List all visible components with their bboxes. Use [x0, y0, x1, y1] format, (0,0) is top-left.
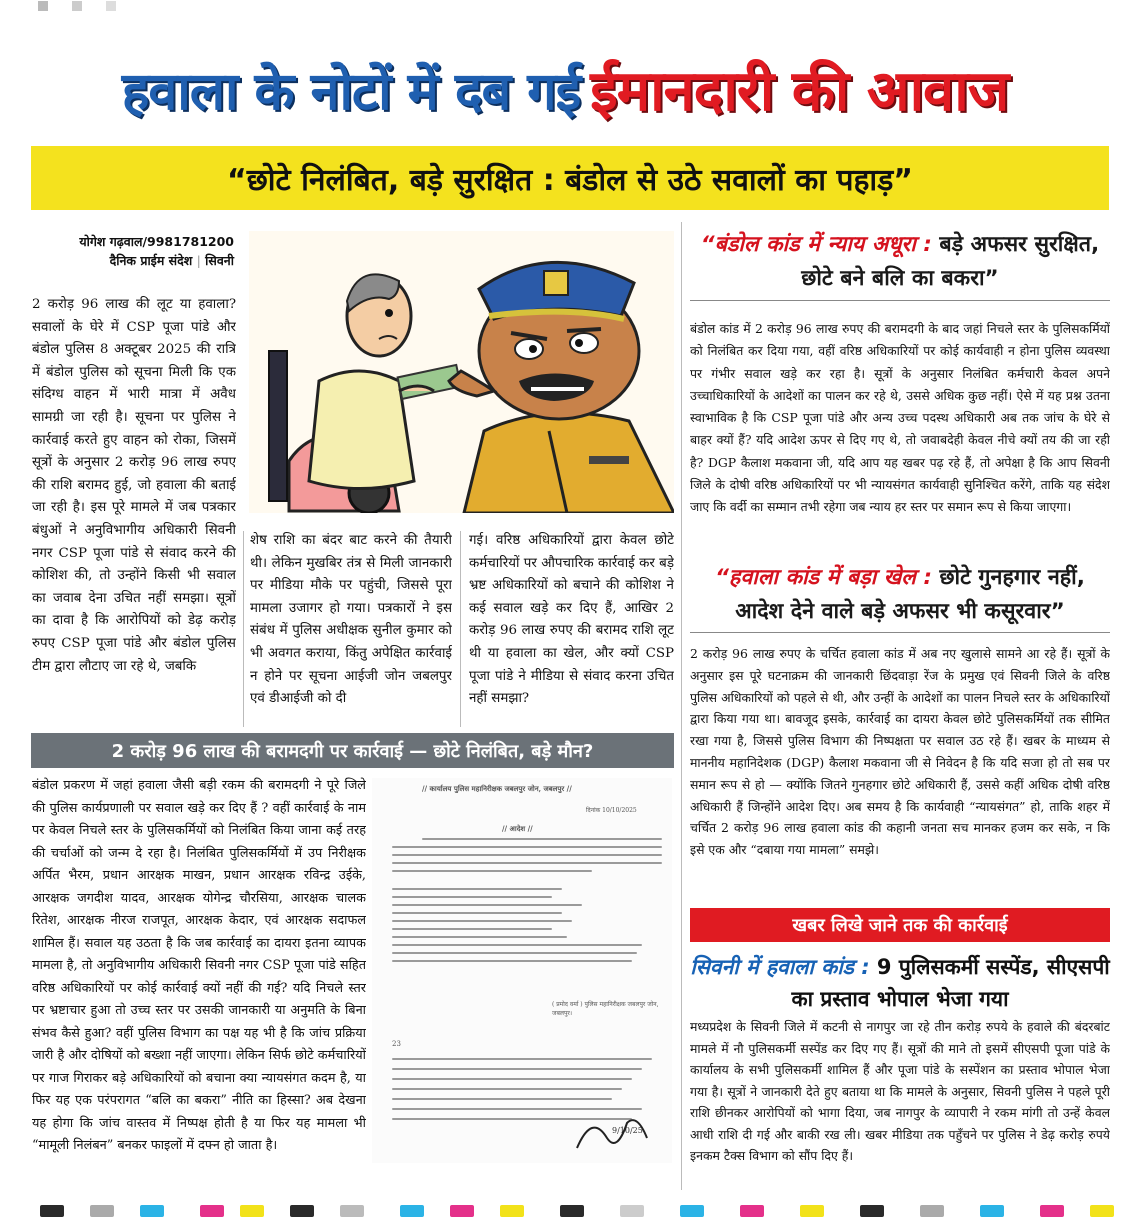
right-headline-1: [690, 228, 1110, 296]
right-headline-2-red: “हवाला कांड में बड़ा खेल :: [715, 565, 932, 590]
main-story-col1: 2 करोड़ 96 लाख की लूट या हवाला? सवालों के घेरे में CSP पूजा पांडे और बंडोल पुलिस 8 अक्टूबर 2025 की रात्रि में बंडोल पुलिस को सूचना मिली कि एक संदिग्ध वाहन में भारी मात्रा में अवैध सामग्री जा रही है। सूचना पर पुलिस ने कार्रवाई करते हुए वाहन को रोका, जिसमें सूत्रों के अनुसार 2 करोड़ 96 लाख रुपए की राशि बरामद हुई, जो हवाला की बताई जा रही है। इस पूरे मामले में जब पत्रकार बंधुओं ने अनुविभागीय अधिकारी सिवनी नगर CSP पूजा पांडे से संवाद करने की कोशिश की, तो उन्होंने किसी भी सवाल का जवाब देना उचित नहीं समझा। सूत्रों का दावा है कि आरोपियों को डेढ़ करोड़ रुपए CSP पूजा पांडे और बंडोल पुलिस टीम द्वारा लौटाए जा रहे थे, जबकि: [32, 297, 236, 674]
doc-signatory: ( प्रमोद वर्मा ) पुलिस महानिरीक्षक जबलपुर जोन, जबलपुर।: [552, 1001, 659, 1017]
right-headline-2: [690, 561, 1110, 629]
divider: [690, 300, 1110, 301]
right-headline-3-black: 9 पुलिसकर्मी सस्पेंड, सीएसपी का प्रस्ताव भोपाल भेजा गया: [791, 955, 1110, 1011]
subheadline-band: [31, 146, 1109, 210]
subheadline: “छोटे निलंबित, बड़े सुरक्षित : बंडोल से उठे सवालों का पहाड़”: [227, 162, 913, 198]
main-story-col3: गई। वरिष्ठ अधिकारियों द्वारा केवल छोटे कर्मचारियों पर औपचारिक कार्रवाई कर बड़े भ्रष्ट अधिकारियों को बचाने की कोशिश ने कई सवाल खड़े कर दिए हैं, आखिर 2 करोड़ 96 लाख रुपए की बरामद राशि लूट थी या हवाला का खेल, और क्यों CSP पूजा पांडे ने मीडिया से संवाद करना उचित नहीं समझा?: [469, 533, 674, 707]
column-rule: [243, 531, 244, 727]
right-headline-3-blue: सिवनी में हवाला कांड :: [690, 955, 870, 979]
main-headline: [20, 44, 1110, 134]
doc-header: // कार्यालय पुलिस महानिरीक्षक जबलपुर जोन, जबलपुर //: [422, 784, 572, 793]
main-story-col2: शेष राशि का बंदर बाट करने की तैयारी थी। लेकिन मुखबिर तंत्र से मिली जानकारी पर मीडिया मौके पर पहुंची, जिससे पूरा मामला उजागर हो गया। पत्रकारों ने इस संबंध में पुलिस अधीक्षक सुनील कुमार को भी अवगत कराया, किंतु अपेक्षित कार्रवाई न होने पर सूचना आईजी जोन जबलपुर एवं डीआईजी को दी: [250, 533, 452, 707]
byline: योगेश गढ़वाल/9981781200 दैनिक प्राईम संदेश | सिवनी: [54, 232, 234, 272]
doc-order-no: 23: [392, 1040, 401, 1048]
registration-strip-top: [0, 0, 1127, 14]
byline-paper: दैनिक प्राईम संदेश: [109, 253, 193, 268]
registration-strip-bottom: [0, 1198, 1127, 1220]
doc-order-title: // आदेश //: [502, 824, 533, 833]
doc-date: दिनांक 10/10/2025: [586, 807, 637, 814]
right-story-3-body: मध्यप्रदेश के सिवनी जिले में कटनी से नागपुर जा रहे तीन करोड़ रुपये के हवाले की बंदरबांट मामले में नौ पुलिसकर्मी सस्पेंड कर दिए गए हैं। सूत्रों की माने तो इसमें सीएसपी पूजा पांडे के कार्यालय के सभी पुलिसकर्मी शामिल हैं और पूजा पांडे के सस्पेंशन का प्रस्ताव भोपाल भेजा गया है। सूत्रों ने जानकारी देते हुए बताया था कि मामले के अनुसार, सिवनी पुलिस ने पहले पूरी राशि छीनकर आरोपियों को भागा दिया, जब नागपुर के व्यापारी ने रकम मांगी तो उन्हें केवल आधी राशि दी गई और बाकी रख ली। खबर मीडिया तक पहुँचने पर पुलिस ने डेढ़ करोड़ रुपये इनकम टैक्स विभाग को सौंप दिए हैं।: [690, 1019, 1110, 1163]
column-rule: [681, 222, 682, 1190]
right-headline-1-black: बड़े अफसर सुरक्षित, छोटे बने बलि का बकरा”: [801, 232, 1100, 291]
section2-body: बंडोल प्रकरण में जहां हवाला जैसी बड़ी रकम की बरामदगी ने पूरे जिले की पुलिस कार्यप्रणाली पर सवाल खड़े कर दिए हैं ? वहीं कार्रवाई के नाम पर केवल निचले स्तर के पुलिसकर्मियों को निलंबित किया जाना कई तरह की चर्चाओं को जन्म दे रहा है। निलंबित पुलिसकर्मियों में उप निरीक्षक अर्पित भैरम, प्रधान आरक्षक माखन, प्रधान आरक्षक रविन्द्र उईके, आरक्षक जगदीश यादव, आरक्षक योगेन्द्र चौरसिया, आरक्षक चालक रितेश, आरक्षक नीरज राजपूत, आरक्षक केदार, एवं आरक्षक सदाफल शामिल हैं। सवाल यह उठता है कि जब कार्रवाई का दायरा इतना व्यापक मामला है, तो अनुविभागीय अधिकारी सिवनी नगर CSP पूजा पांडे सहित वरिष्ठ अधिकारियों पर कोई कार्रवाई क्यों नहीं की गई? यदि निचले स्तर पर भ्रष्टाचार हुआ तो उच्च स्तर पर उसकी जानकारी या अनुमति के बिना संभव कैसे हुआ? वहीं पुलिस विभाग का पक्ष यह भी है कि जांच प्रक्रिया जारी है और दोषियों को बख्शा नहीं जाएगा। लेकिन सिर्फ छोटे कर्मचारियों पर गाज गिराकर बड़े अधिकारियों को बचाना क्या न्यायसंगत कदम है, या फिर यह एक परंपरागत “बलि का बकरा” नीति का हिस्सा? अब देखना यह होगा कि जांच वास्तव में निष्पक्ष होती है या फिर यह मामला भी “मामूली निलंबन” बनकर फाइलों में दफ्न हो जाता है।: [32, 778, 366, 1153]
section2-title: 2 करोड़ 96 लाख की बरामदगी पर कार्रवाई — छोटे निलंबित, बड़े मौन?: [111, 740, 594, 762]
divider: [690, 632, 1110, 633]
byline-author: योगेश गढ़वाल/9981781200: [79, 234, 234, 249]
column-rule: [460, 531, 461, 727]
right-story-2-body: 2 करोड़ 96 लाख रुपए के चर्चित हवाला कांड में अब नए खुलासे सामने आ रहे हैं। सूत्रों के अनुसार इस पूरे घटनाक्रम की जानकारी छिंदवाड़ा रेंज के प्रमुख एवं सिवनी जिले के वरिष्ठ पुलिस अधिकारियों को पहले से थी, और उन्हीं के आदेशों का पालन निचले स्तर के अधिकारियों द्वारा किया गया था। बावजूद इसके, कार्रवाई का दायरा केवल छोटे पुलिसकर्मियों तक सीमित रखा गया है, जिससे पुलिस विभाग की निष्पक्षता पर सवाल उठ रहे हैं। खबर के माध्यम से माननीय महानिदेशक (DGP) कैलाश मकवाना जी से निवेदन है कि यदि सजा हो तो सब पर समान रूप से हो — क्योंकि जितने गुनहगार छोटे अधिकारी हैं, उससे कहीं अधिक दोषी वरिष्ठ अधिकारी हैं जिन्होंने आदेश दिए। अब समय है कि कार्यवाही “न्यायसंगत” हो, ताकि शहर में चर्चित 2 करोड़ 96 लाख हवाला कांड की कहानी जनता सच मानकर हजम कर सके, न कि इसे एक और “दबाया गया मामला” समझे।: [690, 646, 1110, 858]
right-headline-3: [690, 951, 1110, 1015]
cartoon-police-bribe-illustration: [249, 231, 674, 513]
right-headline-1-red: “बंडोल कांड में न्याय अधूरा :: [700, 232, 932, 257]
action-title-bar: [690, 908, 1110, 942]
right-story-1-body: बंडोल कांड में 2 करोड़ 96 लाख रुपए की बरामदगी के बाद जहां निचले स्तर के पुलिसकर्मियों को निलंबित कर दिया गया, वहीं वरिष्ठ अधिकारियों पर कोई कार्यवाही न होना पुलिस व्यवस्था पर गंभीर सवाल खड़े कर रहा है। सूत्रों के अनुसार निलंबित कर्मचारी केवल अपने उच्चाधिकारियों के आदेशों का पालन कर रहे थे, उससे अधिक कुछ नहीं। ऐसे में यह प्रश्न उतना स्वाभाविक है कि CSP पूजा पांडे और अन्य उच्च पदस्थ अधिकारी अब तक जांच के घेरे से बाहर क्यों हैं? यदि आदेश ऊपर से दिए गए थे, तो जवाबदेही केवल नीचे क्यों तय की जा रही है? DGP कैलाश मकवाना जी, यदि आप यह खबर पढ़ रहे हैं, तो अपेक्षा है कि आप सिवनी जिले के दोषी वरिष्ठ अधिकारियों पर भी न्यायसंगत कार्यवाही सुनिश्चित करेंगे, ताकि यह संदेश जाए कि वर्दी का सम्मान तभी रहेगा जब न्याय हर स्तर पर समान रूप से किया जाएगा।: [690, 321, 1110, 515]
headline-part1: हवाला के नोटों में दब गई: [121, 61, 581, 122]
right-headline-2-black: छोटे गुनहगार नहीं, आदेश देने वाले बड़े अफसर भी कसूरवार”: [735, 565, 1085, 624]
action-title: खबर लिखे जाने तक की कार्रवाई: [792, 915, 1008, 936]
scanned-order-document: [372, 778, 672, 1163]
section2-title-bar: [31, 733, 674, 768]
doc-signature-date: 9/10/25: [612, 1126, 643, 1135]
byline-place: सिवनी: [205, 253, 234, 268]
headline-part2: ईमानदारी की आवाज: [590, 59, 1009, 124]
signature-mark: [572, 1108, 652, 1158]
